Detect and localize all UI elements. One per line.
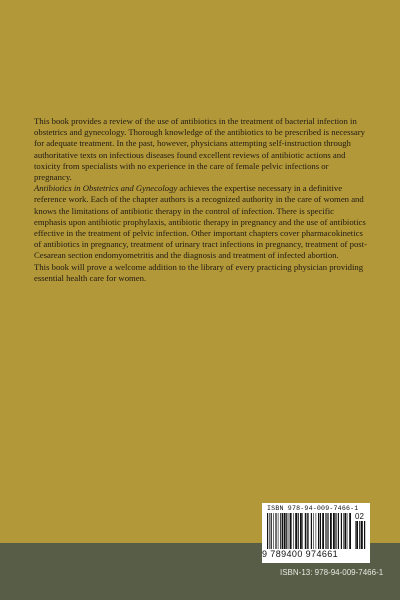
barcode-isbn-text: ISBN 978-94-009-7466-1 — [267, 505, 359, 512]
barcode-addon-bars — [355, 521, 368, 549]
blurb-paragraph-2 — [34, 183, 368, 261]
blurb-text — [34, 116, 368, 284]
blurb-paragraph-1: This book provides a review of the use of antibiotics in the treatment of bacterial infection in obstetrics and gynecology. Thorough knowledge of the antibiotics to be prescribed is necessary for adequate treatment. In the past, however, physicians attempting self-instruction through authoritative texts on infectious diseases found excellent reviews of antibiotic actions and toxicity from specialists with no experience in the care of female pelvic infections or pregnancy. — [34, 116, 366, 183]
isbn-13-footer: ISBN-13: 978-94-009-7466-1 — [280, 568, 384, 577]
book-title: Antibiotics in Obstetrics and Gynecology — [34, 183, 178, 194]
barcode-addon-number: 02 — [355, 512, 364, 521]
blurb-paragraph-3: This book will prove a welcome addition to the library of every practicing physician providing essential health care for women. — [34, 261, 364, 283]
barcode-bars — [267, 513, 353, 549]
blurb-paragraph-2-rest: achieves the expertise necessary in a definitive reference work. Each of the chapter authors is a recognized authority in the care of women and knows the limitations of antibiotic therapy in the control of infection. There is specific emphasis upon antibiotic prophylaxis, antibiotic therapy in pregnancy and the use of antibiotics effective in the treatment of pelvic infection. Other important chapters cover pharmacokinetics of antibiotics in pregnancy, treatment of urinary tract infections in pregnancy, treatment of post-Cesarean section endomyometritis and the diagnosis and treatment of infected abortion. — [34, 183, 367, 261]
barcode-digits: 9 789400 974661 — [262, 549, 339, 559]
